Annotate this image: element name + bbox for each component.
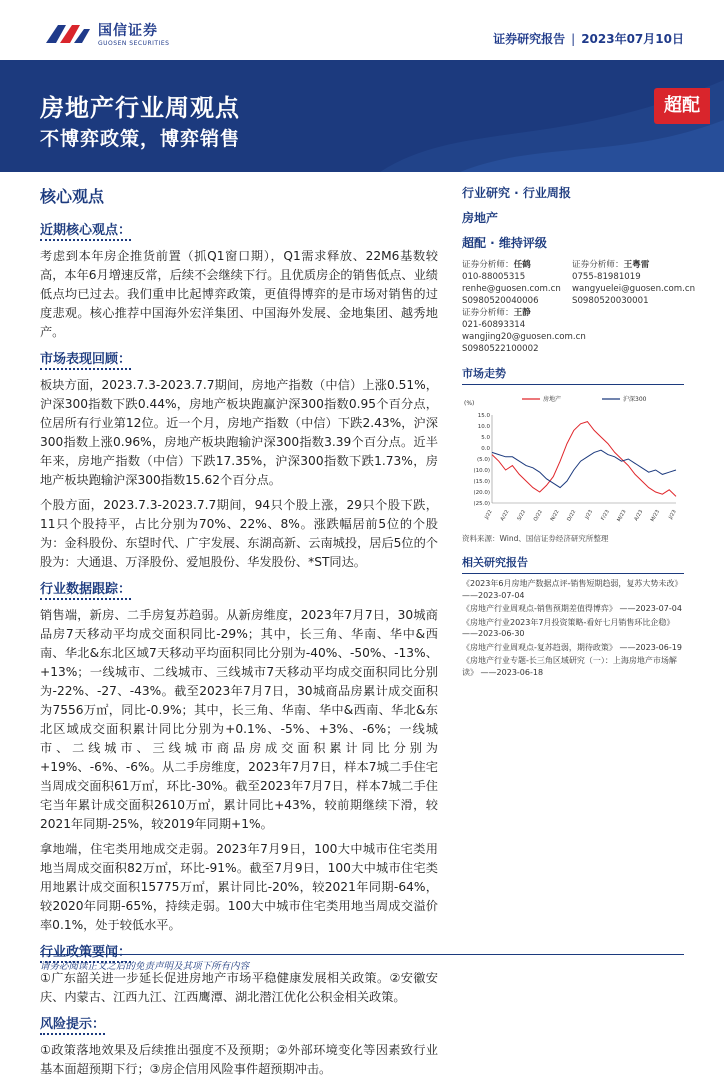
sidebar-column (462, 184, 696, 678)
logo-cn: 国信证券 (98, 23, 158, 39)
trend-chart-svg (462, 391, 684, 529)
report-meta: 证券研究报告 | 2023年07月10日 (493, 32, 684, 46)
related-reports-title: 相关研究报告 (462, 554, 684, 574)
analyst-card (462, 259, 572, 307)
paragraph: 销售端，新房、二手房复苏趋弱。从新房维度，2023年7月7日，30城商品房7天移动平均成交面积同比-29%；其中，长三角、华南、华中&西南、华北&东北区域7天移动平均面积同比分别为-40%、-50%、-13%、+13%；一线城市、二线城市、三线城市7天移动平均成交面积同比分别为-22%、-27、-43%。截至2023年7月7日，30城商品房累计成交面积为7556万㎡，同比-0.9%；其中，长三角、华南、华中&西南、华北&东北区域成交面积累计同比分别为+0.1%、-5%、+3%、-6%；一线城市、二线城市、三线城市商品房成交面积累计同比分别为+19%、-6%、-6%。从二手房维度，2023年7月7日，样本7城二手住宅当周成交面积61万㎡，环比-30%。截至2023年7月7日，样本7城二手住宅当年累计成交面积2610万㎡，累计同比+43%，较前期继续下滑，较2021年同期-25%，较2019年同期+1%。 (40, 608, 438, 831)
analyst-cert: S0980522100002 (462, 344, 539, 354)
guosen-logo (44, 20, 169, 47)
analyst-cert: S0980520040006 (462, 296, 539, 306)
related-report-item[interactable]: 《房地产行业周观点-销售预期差值得博弈》 ——2023-07-04 (462, 604, 682, 613)
y-tick-label: (15.0) (473, 479, 490, 485)
chart-source: 资料来源：Wind、国信证券经济研究所整理 (462, 534, 609, 543)
section-title: 市场表现回顾： (40, 348, 131, 370)
x-tick-label: J/23 (667, 509, 678, 521)
report-date: 2023年07月10日 (581, 32, 684, 46)
logo-en: GUOSEN SECURITIES (98, 40, 170, 47)
analyst-email[interactable]: wangyuelei@guosen.com.cn (572, 284, 696, 294)
section-title: 行业政策要闻： (40, 941, 131, 963)
analyst-label: 证券分析师： (462, 308, 514, 318)
analyst-email[interactable]: renhe@guosen.com.cn (462, 284, 561, 294)
series-line-沪深300 (492, 450, 676, 487)
report-type: 证券研究报告 (493, 32, 566, 46)
x-tick-label: O/22 (532, 509, 544, 523)
market-trend-chart (462, 391, 684, 529)
x-tick-label: D/22 (566, 509, 578, 523)
legend-label: 沪深300 (623, 396, 647, 403)
section-risk (40, 1013, 438, 1079)
x-tick-label: S/22 (516, 509, 528, 522)
y-tick-label: 10.0 (477, 424, 490, 430)
analyst-name: 王粤雷 (623, 260, 650, 270)
analyst-label: 证券分析师： (462, 260, 514, 270)
analyst-card (572, 259, 696, 307)
x-tick-label: N/22 (549, 509, 561, 523)
x-tick-label: J/23 (584, 509, 595, 521)
related-report-item[interactable]: 《房地产行业周观点-复苏趋弱，期待政策》 ——2023-06-19 (462, 642, 682, 652)
paragraph: 拿地端，住宅类用地成交走弱。2023年7月9日，100大中城市住宅类用地当周成交面积82万㎡，环比-91%。截至7月9日，100大中城市住宅类用地累计成交面积15775万㎡，累计同比-20%，较2021年同期-64%，较2020年同期-65%，持续走弱。100大中城市住宅类用地当周成交溢价率0.1%，处于较低水平。 (40, 842, 438, 932)
related-report-item[interactable]: 《房地产行业2023年7月投资策略-看好七月销售环比企稳》 ——2023-06-30 (462, 617, 675, 638)
analyst-phone: 010-88005315 (462, 272, 526, 282)
rating-badge: 超配 (654, 88, 710, 124)
section-core-view (40, 219, 438, 342)
section-title: 风险提示： (40, 1013, 105, 1035)
section-title: 行业数据跟踪： (40, 578, 131, 600)
y-tick-label: (10.0) (473, 468, 490, 474)
section-title: 近期核心观点： (40, 219, 131, 241)
logo-mark-icon (44, 21, 92, 47)
legend-label: 房地产 (543, 396, 562, 403)
x-tick-label: A/23 (633, 509, 645, 522)
section-data-tracking (40, 578, 438, 935)
analyst-list (462, 259, 696, 355)
market-trend-title: 市场走势 (462, 365, 684, 385)
y-tick-label: 0.0 (481, 446, 490, 452)
y-tick-label: (20.0) (473, 490, 490, 496)
y-axis-label: (%) (464, 400, 475, 407)
paragraph: 考虑到本年房企推货前置（抓Q1窗口期），Q1需求释放、22M6基数较高，本年6月增速反常，后续不会继续下行。且优质房企的销售低点、业绩低点均已过去。我们重申比起博弈政策，更值得博弈的是市场对销售的过度悲观。核心推荐中国海外宏洋集团、中国海外发展、金地集团、越秀地产。 (40, 249, 438, 339)
footer-divider (40, 954, 684, 955)
y-tick-label: 5.0 (481, 435, 490, 441)
paragraph: 板块方面，2023.7.3-2023.7.7期间，房地产指数（中信）上涨0.51%，沪深300指数下跌0.44%，房地产板块跑赢沪深300指数0.95个百分点，位居所有行业第12位。近一个月，房地产指数（中信）下跌2.43%，沪深300指数上涨0.96%，房地产板块跑输沪深300指数3.39个百分点。近半年来，房地产指数（中信）下跌17.35%，沪深300指数下跌1.73%，房地产板块跑输沪深300指数15.62个百分点。 (40, 378, 438, 487)
x-tick-label: M/23 (649, 509, 662, 523)
paragraph: ①广东韶关进一步延长促进房地产市场平稳健康发展相关政策。②安徽安庆、内蒙古、江西九江、江西鹰潭、湖北潜江优化公积金相关政策。 (40, 971, 438, 1004)
related-report-item[interactable]: 《房地产行业专题-长三角区域研究（一）：上海房地产市场解读》 ——2023-06-18 (462, 656, 677, 677)
page-header (0, 0, 724, 60)
paragraph: ①政策落地效果及后续推出强度不及预期；②外部环境变化等因素致行业基本面超预期下行；③房企信用风险事件超预期冲击。 (40, 1043, 438, 1076)
report-title: 房地产行业周观点 (40, 94, 240, 122)
analyst-phone: 021-60893314 (462, 320, 526, 330)
x-tick-label: M/23 (616, 509, 628, 523)
report-subtitle: 不博弈政策，博弈销售 (40, 128, 241, 150)
footer-disclaimer: 请务必阅读正文之后的免责声明及其项下所有内容 (40, 961, 250, 972)
analyst-name: 王静 (513, 308, 531, 318)
title-banner (0, 60, 724, 172)
related-reports-list (462, 578, 684, 678)
analyst-phone: 0755-81981019 (572, 272, 641, 282)
core-views-column (40, 184, 438, 1085)
analyst-label: 证券分析师： (572, 260, 624, 270)
analyst-cert: S0980520030001 (572, 296, 649, 306)
x-tick-label: J/22 (483, 509, 494, 521)
section-market-review (40, 348, 438, 572)
report-sector: 房地产 (462, 211, 499, 225)
analyst-name: 任鹤 (513, 260, 531, 270)
y-tick-label: (5.0) (476, 457, 490, 463)
core-views-title: 核心观点 (40, 187, 105, 206)
x-tick-label: F/23 (600, 509, 611, 522)
rating-line: 超配 · 维持评级 (462, 236, 547, 250)
section-policy-news (40, 941, 438, 1007)
report-category: 行业研究 · 行业周报 (462, 186, 571, 200)
analyst-card (462, 307, 586, 355)
y-tick-label: (25.0) (473, 501, 490, 507)
paragraph: 个股方面，2023.7.3-2023.7.7期间，94只个股上涨，29只个股下跌，11只个股持平，占比分别为70%、22%、8%。涨跌幅居前5位的个股为：金科股份、东望时代、广宇发展、东湖高新、云南城投，居后5位的个股为：大通退、万泽股份、爱旭股份、华发股份、*ST同达。 (40, 498, 438, 569)
analyst-email[interactable]: wangjing20@guosen.com.cn (462, 332, 586, 342)
x-tick-label: A/22 (499, 509, 511, 522)
related-report-item[interactable]: 《2023年6月房地产数据点评-销售短期趋弱，复苏大势未改》 ——2023-07-04 (462, 579, 683, 600)
y-tick-label: 15.0 (477, 413, 490, 419)
